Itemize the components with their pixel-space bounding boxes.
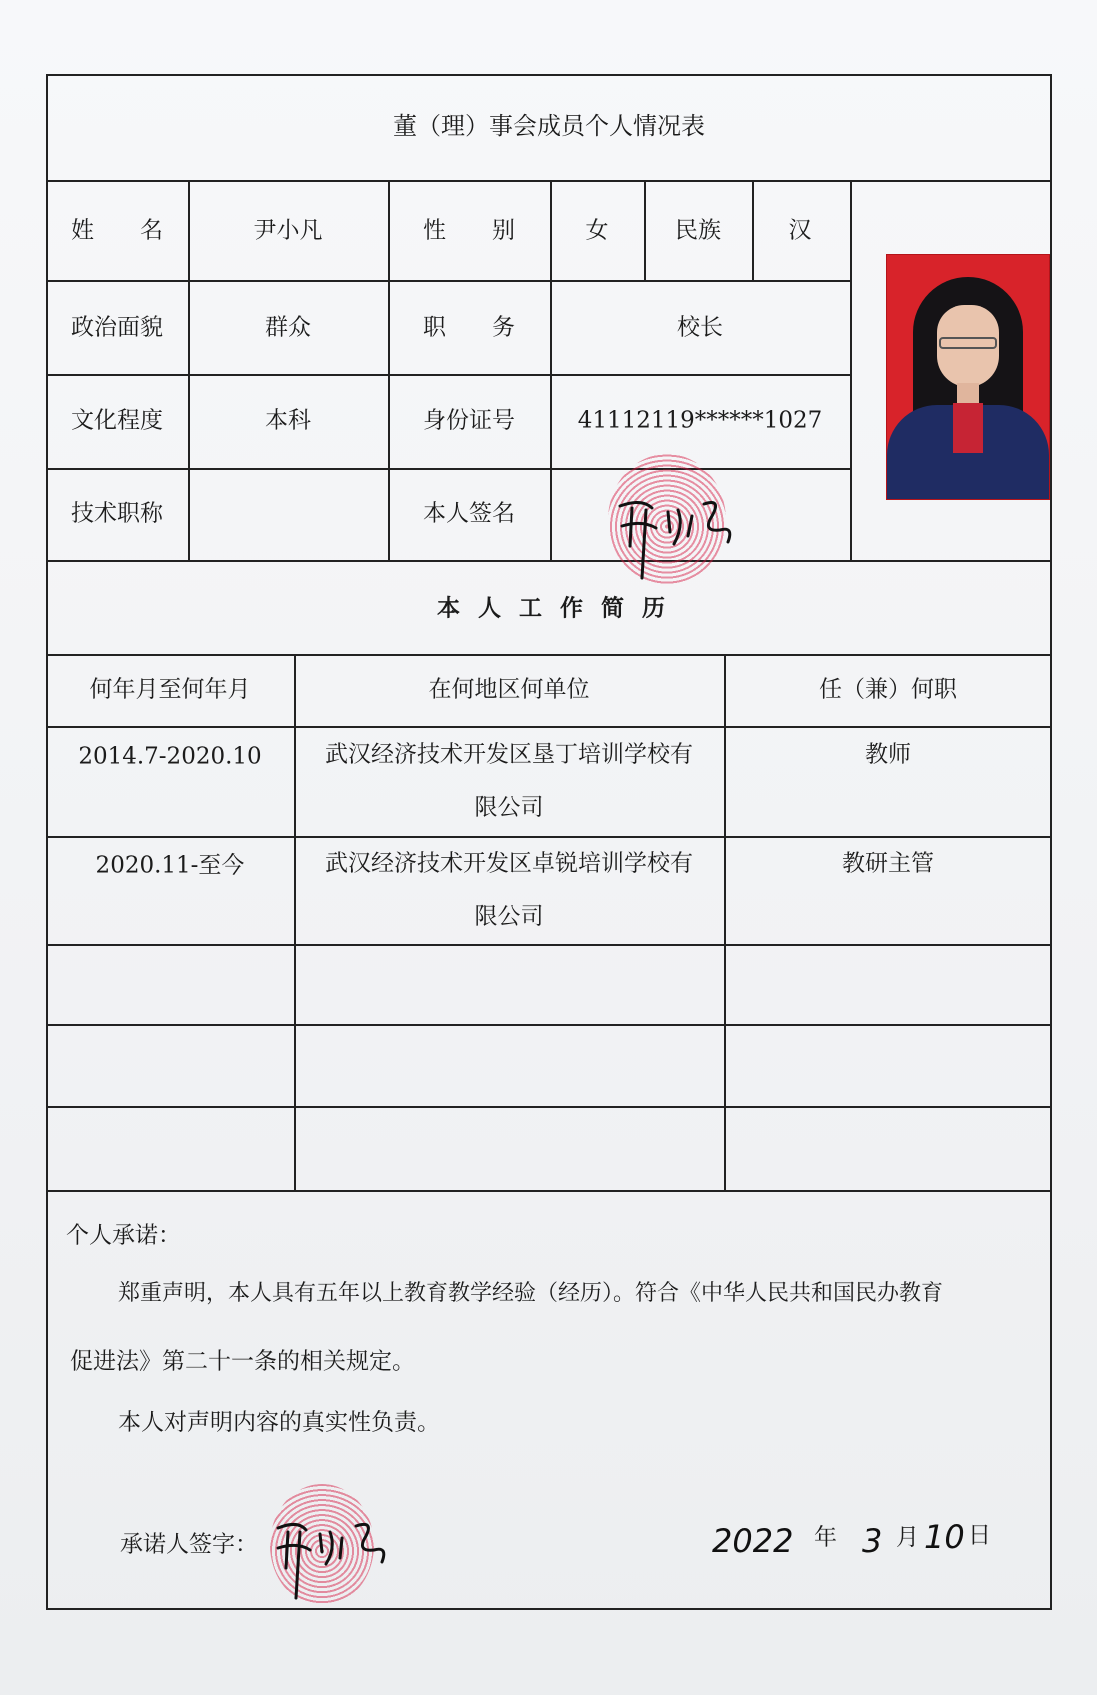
signature-label: 本人签名: [423, 500, 515, 527]
id-photo: [886, 254, 1050, 500]
political-label: 政治面貌: [71, 314, 163, 341]
position-value: 校长: [677, 314, 723, 341]
row-divider: [46, 1190, 1052, 1192]
pledge-line: 本人对声明内容的真实性负责。: [118, 1409, 440, 1436]
col-divider: [724, 654, 726, 1190]
pledge-date-month: 3: [862, 1522, 883, 1560]
col-divider: [644, 180, 646, 280]
row-divider: [46, 374, 852, 376]
col-divider: [188, 180, 190, 560]
handwritten-signature: [612, 486, 742, 582]
row-divider: [46, 560, 1052, 562]
row-divider: [46, 468, 852, 470]
handwritten-signature: [270, 1512, 400, 1602]
education-label: 文化程度: [71, 407, 163, 434]
gender-label: 性 别: [423, 217, 515, 244]
pledge-date-day: 10: [924, 1518, 965, 1556]
row-divider: [46, 180, 1052, 182]
history-section-title: 本人工作简历: [437, 594, 683, 622]
position-label: 职 务: [423, 314, 515, 341]
tech-title-label: 技术职称: [71, 500, 163, 527]
pledge-date-year: 2022: [712, 1522, 794, 1560]
history-row-unit-cont: 限公司: [474, 794, 544, 821]
row-divider: [46, 944, 1052, 946]
row-divider: [46, 1024, 1052, 1026]
history-row-period: 2020.11-至今: [95, 852, 245, 879]
history-row-role: 教研主管: [842, 850, 934, 877]
pledge-date-month-unit: 月: [896, 1524, 919, 1551]
row-divider: [46, 1106, 1052, 1108]
pledge-date-day-unit: 日: [968, 1522, 991, 1549]
row-divider: [46, 280, 852, 282]
pledge-line: 郑重声明，本人具有五年以上教育教学经验（经历）。符合《中华人民共和国民办教育: [118, 1281, 944, 1306]
id-label: 身份证号: [423, 407, 515, 434]
name-value: 尹小凡: [253, 217, 323, 244]
pledge-line: 促进法》第二十一条的相关规定。: [70, 1348, 415, 1375]
history-header-role: 任（兼）何职: [819, 676, 957, 703]
pledge-signer-label: 承诺人签字：: [120, 1531, 258, 1558]
col-divider: [388, 180, 390, 560]
row-divider: [46, 654, 1052, 656]
history-row-role: 教师: [865, 741, 911, 768]
pledge-heading: 个人承诺：: [66, 1222, 181, 1249]
ethnicity-value: 汉: [788, 217, 812, 244]
form-title: 董（理）事会成员个人情况表: [393, 112, 705, 140]
col-divider: [752, 180, 754, 280]
gender-value: 女: [585, 217, 609, 244]
col-divider: [294, 654, 296, 1190]
history-header-unit: 在何地区何单位: [428, 676, 590, 703]
row-divider: [46, 836, 1052, 838]
political-value: 群众: [265, 314, 311, 341]
history-row-unit: 武汉经济技术开发区卓锐培训学校有: [325, 850, 693, 877]
name-label: 姓 名: [71, 217, 163, 244]
history-row-unit-cont: 限公司: [474, 903, 544, 930]
row-divider: [46, 726, 1052, 728]
history-row-period: 2014.7-2020.10: [78, 743, 262, 770]
history-header-period: 何年月至何年月: [89, 676, 251, 703]
id-value: 41112119******1027: [577, 407, 823, 434]
ethnicity-label: 民族: [675, 217, 721, 244]
col-divider: [850, 180, 852, 560]
history-row-unit: 武汉经济技术开发区垦丁培训学校有: [325, 741, 693, 768]
pledge-date-year-unit: 年: [814, 1524, 837, 1551]
col-divider: [550, 180, 552, 560]
education-value: 本科: [265, 407, 311, 434]
